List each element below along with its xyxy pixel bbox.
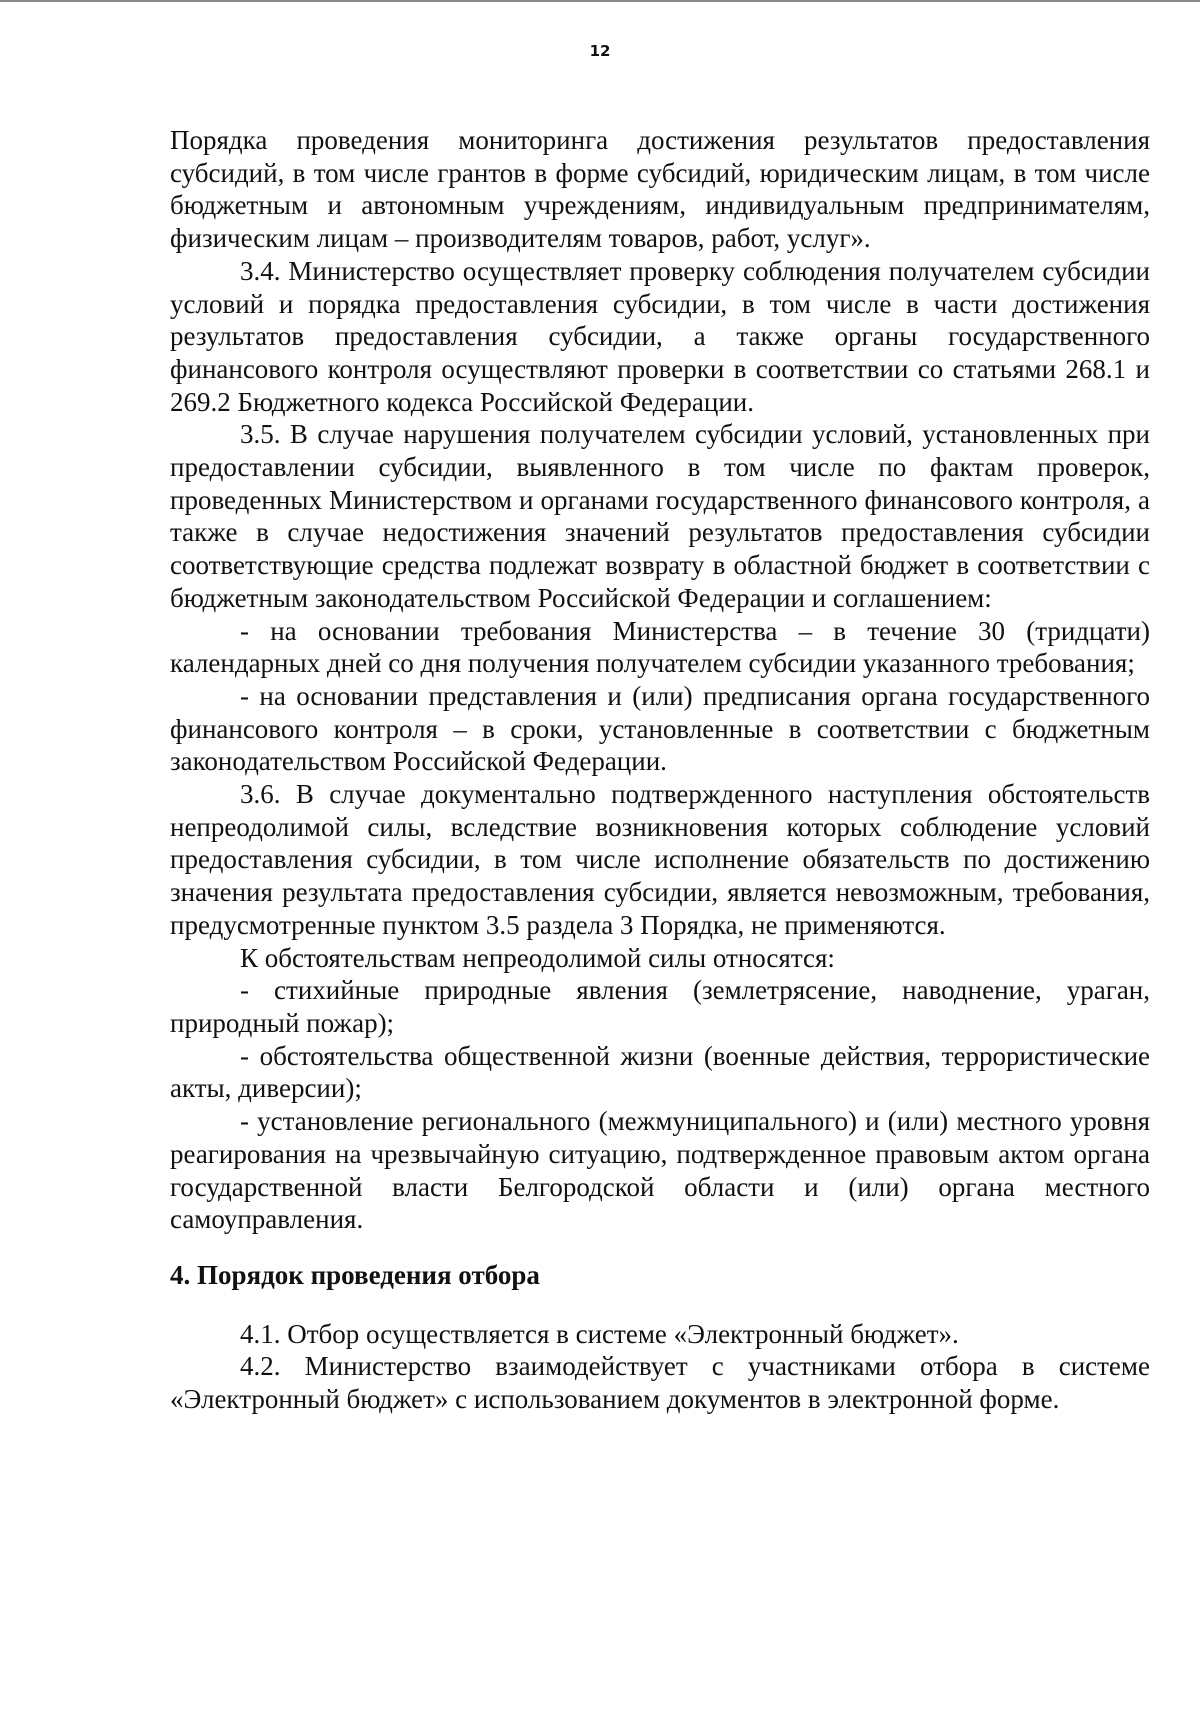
list-item-prescription: - на основании представления и (или) предписания органа государственного финансового контроля – в сроки, установленные в соответствии с бюджетным законодательством Российской Федерации. (170, 680, 1150, 777)
paragraph-3-6: 3.6. В случае документально подтвержденного наступления обстоятельств непреодолимой силы, вследствие возникновения которых соблюдение условий предоставления субсидии, в том числе исполнение обязательств по достижению значения результата предоставления субсидии, является невозможным, требования, предусмотренные пунктом 3.5 раздела 3 Порядка, не применяются. (170, 779, 1150, 940)
list-item-natural: - стихийные природные явления (землетрясение, наводнение, ураган, природный пожар); (170, 975, 1150, 1038)
section-heading: 4. Порядок проведения отбора (170, 1259, 540, 1290)
top-scan-edge (0, 0, 1200, 2)
paragraph-3-4: 3.4. Министерство осуществляет проверку соблюдения получателем субсидии условий и порядка предоставления субсидии, в том числе в части достижения результатов предоставления субсидии, а также органы государственного финансового контроля осуществляют проверки в соответствии со статьями 268.1 и 269.2 Бюджетного кодекса Российской Федерации. (170, 255, 1150, 417)
paragraph-continuation: Порядка проведения мониторинга достижения результатов предоставления субсидий, в том числе грантов в форме субсидий, юридическим лицам, в том числе бюджетным и автономным учреждениям, индивидуальным предпринимателям, физическим лицам – производителям товаров, работ, услуг». (170, 125, 1150, 254)
page-number: 12 (589, 42, 611, 60)
list-item-emergency: - установление регионального (межмуниципального) и (или) местного уровня реагирования на чрезвычайную ситуацию, подтвержденное правовым актом органа государственной власти Белгородской области и (или) органа местного самоуправления. (170, 1106, 1150, 1235)
paragraph-3-5: 3.5. В случае нарушения получателем субсидии условий, установленных при предоставлении субсидии, выявленного в том числе по фактам проверок, проведенных Министерством и органами государственного финансового контроля, а также в случае недостижения значений результатов предоставления субсидии соответствующие средства подлежат возврату в областной бюджет в соответствии с бюджетным законодательством Российской Федерации и соглашением: (170, 419, 1150, 613)
list-item-requirement: - на основании требования Министерства – в течение 30 (тридцати) календарных дней со дня получения получателем субсидии указанного требования; (170, 615, 1150, 679)
force-majeure-intro: К обстоятельствам непреодолимой силы относятся: (240, 942, 835, 973)
paragraph-4-1: 4.1. Отбор осуществляется в системе «Электронный бюджет». (240, 1318, 959, 1349)
paragraph-4-2: 4.2. Министерство взаимодействует с участниками отбора в системе «Электронный бюджет» с использованием документов в электронной форме. (170, 1351, 1150, 1415)
list-item-social: - обстоятельства общественной жизни (военные действия, террористические акты, диверсии); (170, 1040, 1150, 1104)
document-body (170, 124, 1150, 1416)
